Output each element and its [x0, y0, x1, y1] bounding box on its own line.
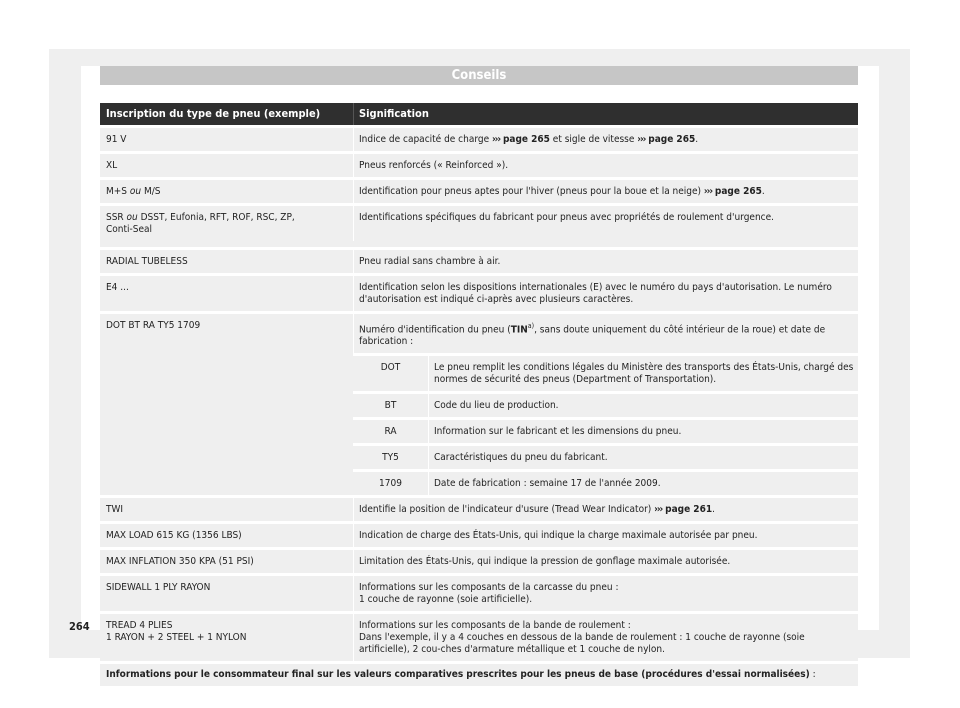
dot-meaning: Le pneu remplit les conditions légales du Ministère des transports des États-Unis, chargé des normes de sécurité des pneus (Department of Transportation). [428, 356, 858, 391]
table-header-row [100, 103, 858, 125]
column-header-inscription: Inscription du type de pneu (exemple) [106, 107, 321, 120]
signification-cell: Pneu radial sans chambre à air. [353, 250, 858, 273]
page-ref-arrow-icon: ››› [491, 134, 501, 145]
signification-cell: Indice de capacité de charge ››› page 265 et sigle de vitesse ››› page 265. [353, 128, 858, 151]
dot-meaning: Information sur le fabricant et les dimensions du pneu. [428, 420, 858, 443]
inscription-cell: RADIAL TUBELESS [106, 256, 188, 267]
table-row [100, 524, 858, 547]
signification-cell: Identifications spécifiques du fabricant pour pneus avec propriétés de roulement d'urgence. [353, 206, 858, 241]
page-ref-arrow-icon: ››› [654, 504, 663, 516]
signification-cell: Numéro d'identification du pneu (TIN$^{a)}$, sans doute uniquement du côté intérieur de la roue) et date de fabrication : [353, 314, 858, 353]
table-row [100, 206, 858, 247]
page-ref-arrow-icon: ››› [703, 186, 713, 197]
table-row [100, 550, 858, 573]
signification-cell: Identification pour pneus aptes pour l'hiver (pneus pour la boue et la neige) ››› page 265. [353, 180, 858, 203]
dot-row [100, 314, 858, 495]
page-ref-link[interactable]: page 261 [665, 504, 713, 516]
signification-cell: Pneus renforcés (« Reinforced »). [353, 154, 858, 177]
dot-meaning: Date de fabrication : semaine 17 de l'année 2009. [428, 472, 858, 495]
inscription-cell: SSR ou DSST, Eufonia, RFT, ROF, RSC, ZP, Conti-Seal [106, 212, 295, 235]
dot-code: RA [384, 426, 397, 438]
dot-code: 1709 [379, 478, 402, 490]
page-ref-link[interactable]: page 265 [648, 134, 696, 145]
signification-cell: Indication de charge des États-Unis, qui indique la charge maximale autorisée par pneu. [353, 524, 858, 547]
signification-cell: Limitation des États-Unis, qui indique la pression de gonflage maximale autorisée. [353, 550, 858, 573]
inscription-cell: 91 V [106, 134, 127, 145]
page-ref-link[interactable]: page 265 [502, 134, 550, 145]
inscription-cell: TWI [106, 504, 124, 516]
page-number: 264 [69, 620, 90, 633]
dot-sub-row [353, 446, 858, 469]
inscription-cell: E4 ... [106, 282, 129, 293]
table-row [100, 276, 858, 311]
tire-marking-table [100, 103, 858, 686]
page-ref-link[interactable]: page 265 [714, 186, 762, 197]
dot-code: TY5 [382, 452, 399, 464]
dot-meaning: Code du lieu de production. [428, 394, 858, 417]
signification-cell: Identification selon les dispositions internationales (E) avec le numéro du pays d'autorisation. Le numéro d'autorisation est indiqué ci-après avec plusieurs caractères. [353, 276, 858, 311]
dot-sub-row [353, 356, 858, 391]
dot-sub-row [353, 394, 858, 417]
table-row [100, 576, 858, 611]
table-row [100, 154, 858, 177]
inscription-cell: TREAD 4 PLIES 1 RAYON + 2 STEEL + 1 NYLON [106, 620, 247, 644]
signification-cell: Informations sur les composants de la bande de roulement : Dans l'exemple, il y a 4 couches en dessous de la bande de roulement : 1 couche de rayonne (soie artificielle), 2 cou-ches d'armature métallique et 1 couche de nylon. [353, 614, 858, 661]
dot-sub-row [353, 420, 858, 443]
page-ref-arrow-icon: ››› [637, 134, 646, 145]
dot-code: BT [384, 400, 397, 412]
dot-sub-row [353, 472, 858, 495]
inscription-cell: MAX LOAD 615 KG (1356 LBS) [106, 530, 242, 542]
table-row [100, 250, 858, 273]
dot-details [353, 314, 858, 495]
dot-code: DOT [380, 362, 401, 374]
signification-cell: Identifie la position de l'indicateur d'usure (Tread Wear Indicator) ››› page 261. [353, 498, 858, 521]
inscription-cell: M+S ou M/S [106, 186, 161, 197]
dot-meaning: Caractéristiques du pneu du fabricant. [428, 446, 858, 469]
table-footer-note: Informations pour le consommateur final sur les valeurs comparatives prescrites pour les pneus de base (procédures d'essai normalisées) : [100, 664, 858, 686]
table-row [100, 128, 858, 151]
section-header: Conseils [100, 66, 858, 85]
inscription-cell: MAX INFLATION 350 KPA (51 PSI) [106, 556, 254, 568]
inscription-cell: XL [106, 160, 118, 171]
inscription-cell: SIDEWALL 1 PLY RAYON [106, 582, 211, 594]
table-row [100, 614, 858, 661]
inscription-cell: DOT BT RA TY5 1709 [106, 320, 201, 331]
column-header-signification: Signification [353, 103, 858, 125]
signification-cell: Informations sur les composants de la carcasse du pneu : 1 couche de rayonne (soie artificielle). [353, 576, 858, 611]
table-row [100, 498, 858, 521]
table-row [100, 180, 858, 203]
